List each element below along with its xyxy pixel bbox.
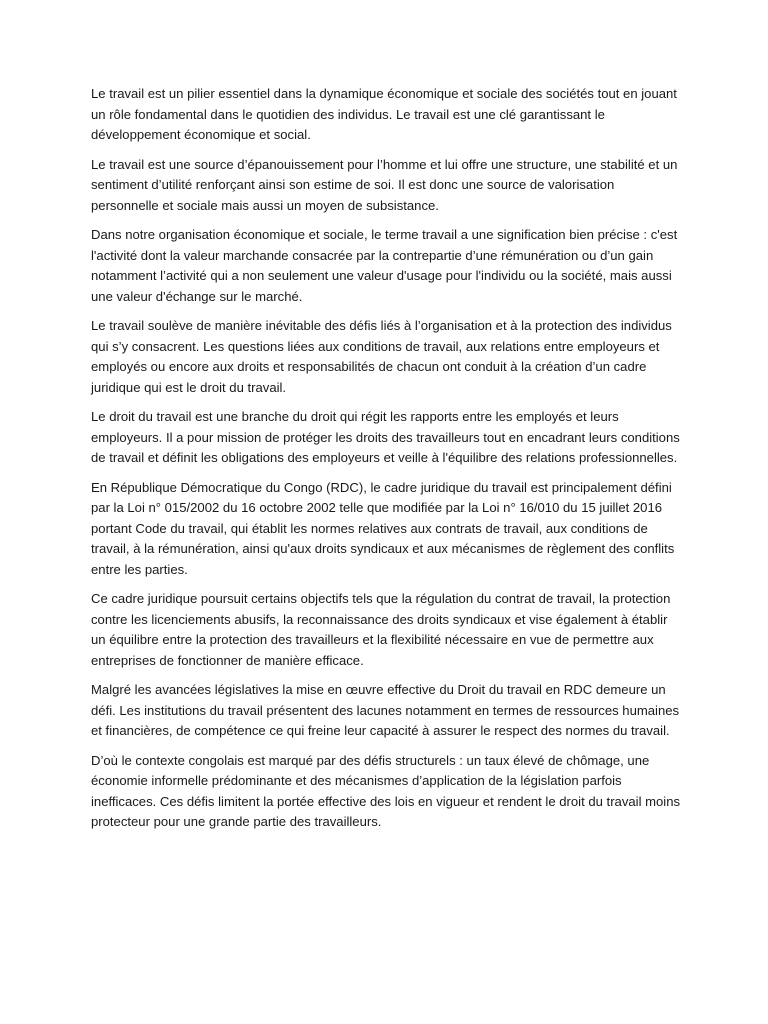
paragraph-7: Ce cadre juridique poursuit certains objectifs tels que la régulation du contrat de travail, la protection contre les licenciements abusifs, la reconnaissance des droits syndicaux et vise également à établir un équilibre entre la protection des travailleurs et la flexibilité nécessaire en vue de permettre aux entreprises de fonctionner de manière efficace. (91, 591, 671, 668)
document-body (91, 84, 681, 842)
paragraph-2: Le travail est une source d’épanouissement pour l’homme et lui offre une structure, une stabilité et un sentiment d’utilité renforçant ainsi son estime de soi. Il est donc une source de valorisation personnelle et sociale mais aussi un moyen de subsistance. (91, 156, 678, 213)
paragraph-6: En République Démocratique du Congo (RDC), le cadre juridique du travail est principalement défini par la Loi n° 015/2002 du 16 octobre 2002 telle que modifiée par la Loi n° 16/010 du 15 juillet 2016 portant Code du travail, qui établit les normes relatives aux contrats de travail, aux conditions de travail, à la rémunération, ainsi qu'aux droits syndicaux et aux mécanismes de règlement des conflits entre les parties. (91, 479, 675, 577)
paragraph-8: Malgré les avancées législatives la mise en œuvre effective du Droit du travail en RDC demeure un défi. Les institutions du travail présentent des lacunes notamment en termes de ressources humaines et financières, de compétence ce qui freine leur capacité à assurer le respect des normes du travail. (91, 682, 680, 738)
paragraph-4: Le travail soulève de manière inévitable des défis liés à l’organisation et à la protection des individus qui s’y consacrent. Les questions liées aux conditions de travail, aux relations entre employeurs et employés ou encore aux droits et responsabilités de chacun ont conduit à la création d’un cadre juridique qui est le droit du travail. (91, 318, 672, 395)
paragraph-5: Le droit du travail est une branche du droit qui régit les rapports entre les employés et leurs employeurs. Il a pour mission de protéger les droits des travailleurs tout en encadrant leurs conditions de travail et définit les obligations des employeurs et veille à l'équilibre des relations professionnelles. (91, 409, 680, 465)
paragraph-3: Dans notre organisation économique et sociale, le terme travail a une signification bien précise : c'est l'activité dont la valeur marchande consacrée par la contrepartie d’une rémunération ou d’un gain notamment l’activité qui a non seulement une valeur d'usage pour l'individu ou la société, mais aussi une valeur d'échange sur le marché. (91, 227, 678, 304)
paragraph-9: D’où le contexte congolais est marqué par des défis structurels : un taux élevé de chômage, une économie informelle prédominante et des mécanismes d’application de la législation parfois inefficaces. Ces défis limitent la portée effective des lois en vigueur et rendent le droit du travail moins protecteur pour une grande partie des travailleurs. (91, 752, 681, 829)
paragraph-1: Le travail est un pilier essentiel dans la dynamique économique et sociale des sociétés tout en jouant un rôle fondamental dans le quotidien des individus. Le travail est une clé garantissant le développement économique et social. (91, 86, 677, 142)
